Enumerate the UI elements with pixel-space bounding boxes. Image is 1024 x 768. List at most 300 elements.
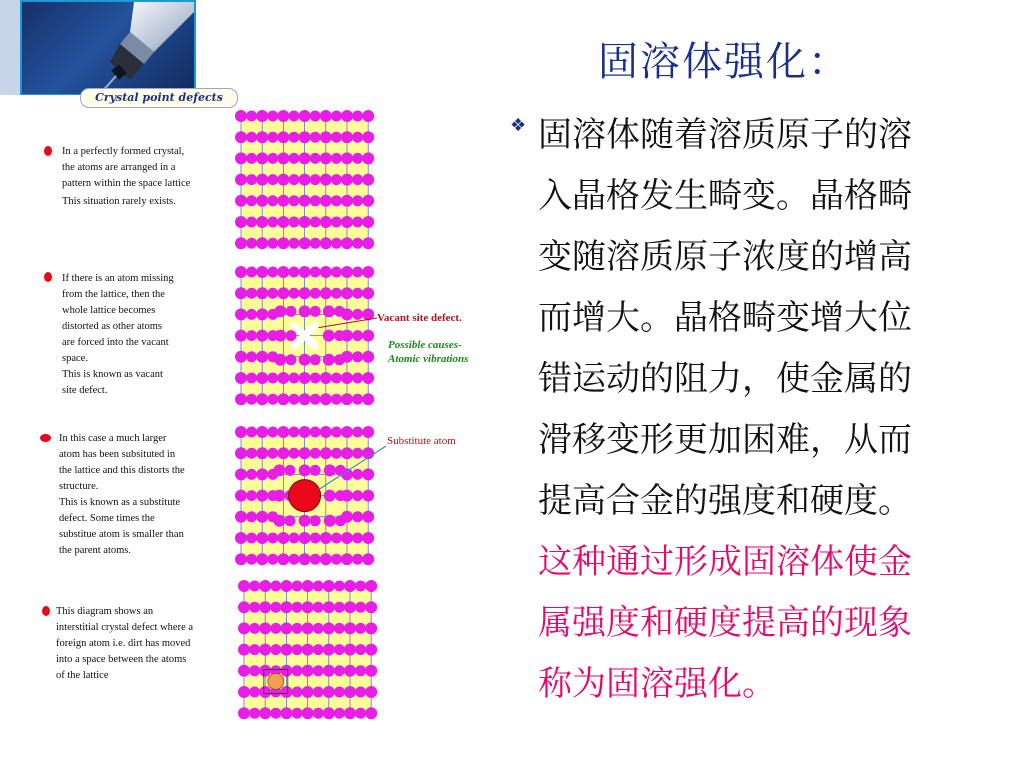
lattice-atom	[310, 373, 321, 384]
lattice-atom	[246, 195, 257, 206]
panel-4-line: into a space between the atoms	[56, 654, 187, 665]
panel-2-line: site defect.	[62, 385, 108, 396]
lattice-atom	[299, 393, 311, 405]
lattice-atom	[235, 308, 247, 320]
lattice-atom	[289, 267, 300, 278]
lattice-atom	[267, 132, 278, 143]
lattice-atom	[270, 644, 281, 655]
lattice-atom	[235, 110, 247, 122]
lattice-atom	[256, 511, 268, 523]
lattice-atom	[299, 532, 311, 544]
panel-1-line: the atoms are arranged in a	[62, 162, 176, 173]
panel-1-line: pattern within the space lattice	[62, 178, 191, 189]
lattice-atom	[341, 351, 353, 363]
lattice-atom	[362, 426, 374, 438]
lattice-atom	[324, 490, 336, 502]
lattice-atom	[277, 447, 289, 459]
lattice-atom	[289, 174, 300, 185]
lattice-atom	[302, 601, 314, 613]
lattice-atom	[299, 195, 311, 207]
lattice-atom	[235, 393, 247, 405]
lattice-atom	[341, 216, 353, 228]
lattice-atom	[299, 131, 311, 143]
lattice-atom	[256, 372, 268, 384]
lattice-atom	[259, 601, 271, 613]
lattice-atom	[320, 447, 332, 459]
lattice-atom	[280, 601, 292, 613]
lattice-atom	[286, 330, 297, 341]
lattice-atom	[246, 174, 257, 185]
lattice-atom	[299, 553, 311, 565]
lattice-atom	[238, 622, 250, 634]
lattice-atom	[362, 216, 374, 228]
lattice-background	[241, 272, 368, 399]
lattice-atom	[259, 622, 271, 634]
lattice-atom	[246, 309, 257, 320]
lattice-atom	[292, 708, 303, 719]
lattice-atom	[320, 174, 332, 186]
lattice-atom	[249, 665, 260, 676]
lattice-atom	[362, 330, 374, 342]
lattice-atom	[267, 330, 278, 341]
lattice-atom	[259, 707, 271, 719]
lattice-atom	[352, 132, 363, 143]
lattice-atom	[313, 623, 324, 634]
substitute-atom-label: Substitute atom	[387, 435, 456, 447]
lattice-atom	[246, 469, 257, 480]
lattice-atom	[313, 602, 324, 613]
lattice-atom	[335, 515, 346, 526]
vacancy-mark-icon	[295, 326, 315, 346]
vacancy-pointer-line	[319, 318, 377, 328]
lattice-atom	[352, 238, 363, 249]
panel-3-bullet-icon	[40, 434, 51, 442]
lattice-atom	[352, 533, 363, 544]
lattice-atom	[246, 554, 257, 565]
lattice-atom	[235, 447, 247, 459]
lattice-atom	[299, 426, 311, 438]
lattice-atom	[362, 131, 374, 143]
lattice-atom	[280, 622, 292, 634]
lattice-atom	[235, 553, 247, 565]
lattice-atom	[286, 306, 297, 317]
lattice-atom	[344, 686, 356, 698]
lattice-atom	[249, 602, 260, 613]
panel-2-line: distorted as other atoms	[62, 321, 163, 332]
lattice-atom	[246, 490, 257, 501]
lattice-atom	[235, 216, 247, 228]
lattice-atom	[256, 553, 268, 565]
lattice-atom	[277, 174, 289, 186]
lattice-atom	[341, 308, 353, 320]
lattice-atom	[352, 111, 363, 122]
lattice-atom	[362, 195, 374, 207]
lattice-atom	[310, 174, 321, 185]
lattice-atom	[267, 195, 278, 206]
lattice-atom	[292, 602, 303, 613]
lattice-atom	[334, 354, 345, 365]
lattice-atom	[270, 665, 281, 676]
lattice-atom	[334, 644, 345, 655]
lattice-atom	[235, 490, 247, 502]
lattice-atom	[267, 153, 278, 164]
lattice-atom	[341, 110, 353, 122]
lattice-atom	[302, 644, 314, 656]
panel-2-line: This is known as vacant	[62, 369, 163, 380]
lattice-atom	[344, 665, 356, 677]
lattice-atom	[352, 448, 363, 459]
lattice-atom	[331, 153, 342, 164]
lattice-atom	[352, 195, 363, 206]
lattice-atom	[352, 288, 363, 299]
highlight-line	[538, 532, 986, 593]
lattice-atom	[341, 174, 353, 186]
text-line: 错运动的阻力，使金属的	[538, 359, 912, 399]
lattice-atom	[323, 305, 335, 317]
lattice-atom	[246, 132, 257, 143]
lattice-atom	[362, 287, 374, 299]
lattice-background	[241, 432, 368, 559]
lattice-atom	[331, 238, 342, 249]
lattice-atom	[310, 267, 321, 278]
lattice-atom	[292, 581, 303, 592]
lattice-atom	[320, 426, 332, 438]
lattice-atom	[289, 238, 300, 249]
lattice-atom	[324, 464, 336, 476]
lattice-atom	[365, 580, 377, 592]
lattice-atom	[235, 426, 247, 438]
lattice-atom	[256, 216, 268, 228]
figure-caption: Crystal point defects	[80, 88, 238, 108]
lattice-atom	[277, 287, 289, 299]
cause-line: Possible causes-	[388, 339, 462, 351]
lattice-atom	[267, 309, 278, 320]
lattice-atom	[256, 152, 268, 164]
lattice-atom	[256, 330, 268, 342]
lattice-atom	[302, 622, 314, 634]
lattice-atom	[259, 580, 271, 592]
lattice-atom	[320, 553, 332, 565]
lattice-atom	[313, 581, 324, 592]
lattice-atom	[289, 111, 300, 122]
lattice-atom	[299, 266, 311, 278]
lattice-atom	[320, 237, 332, 249]
lattice-atom	[267, 288, 278, 299]
lattice-atom	[352, 427, 363, 438]
lattice-atom	[341, 152, 353, 164]
lattice-background	[244, 586, 371, 713]
lattice-atom	[249, 623, 260, 634]
lattice-atom	[235, 511, 247, 523]
lattice-atom	[292, 644, 303, 655]
panel-4-bullet-icon	[42, 606, 50, 616]
panel-3-line: structure.	[59, 481, 99, 492]
lattice-atom	[334, 665, 345, 676]
lattice-atom	[310, 533, 321, 544]
lattice-atom	[277, 152, 289, 164]
lattice-atom	[235, 468, 247, 480]
lattice-atom	[274, 330, 286, 342]
lattice-atom	[302, 686, 314, 698]
lattice-atom	[267, 448, 278, 459]
lattice-atom	[344, 707, 356, 719]
lattice-atom	[238, 644, 250, 656]
lattice-atom	[235, 131, 247, 143]
lattice-atom	[249, 644, 260, 655]
lattice-atom	[256, 490, 268, 502]
text-line: 固溶体随着溶质原子的溶	[538, 115, 912, 155]
lattice-atom	[323, 622, 335, 634]
lattice-atom	[299, 237, 311, 249]
lattice-atom	[292, 687, 303, 698]
panel-4-line: interstitial crystal defect where a	[56, 622, 194, 633]
lattice-atom	[267, 111, 278, 122]
lattice-atom	[246, 217, 257, 228]
lattice-atom	[320, 393, 332, 405]
syringe-photo	[22, 2, 194, 94]
lattice-atom	[310, 132, 321, 143]
lattice-atom	[235, 195, 247, 207]
lattice-atom	[323, 354, 335, 366]
lattice-atom	[256, 308, 268, 320]
lattice-atom	[335, 490, 346, 501]
lattice-atom	[235, 237, 247, 249]
panel-1-line: This situation rarely exists.	[62, 196, 176, 207]
lattice-atom	[277, 237, 289, 249]
lattice-atom	[310, 427, 321, 438]
panel-3-line: atom has been subsituted in	[59, 449, 176, 460]
panel-4-line: of the lattice	[56, 670, 109, 681]
panel-3-line: defect. Some times the	[59, 513, 155, 524]
lattice-atom	[320, 216, 332, 228]
lattice-atom	[341, 195, 353, 207]
lattice-atom	[273, 490, 285, 502]
syringe-icon	[22, 2, 194, 94]
lattice-atom	[341, 426, 353, 438]
lattice-atom	[313, 687, 324, 698]
lattice-atom	[362, 490, 374, 502]
lattice-atom	[256, 131, 268, 143]
lattice-atom	[238, 580, 250, 592]
lattice-atom	[289, 373, 300, 384]
panel-2-line: from the lattice, then the	[62, 289, 165, 300]
lattice-atom	[256, 195, 268, 207]
lattice-atom	[289, 217, 300, 228]
lattice-atom	[352, 554, 363, 565]
lattice-atom	[289, 132, 300, 143]
lattice-atom	[310, 288, 321, 299]
highlight-text: 属强度和硬度提高的现象	[538, 603, 912, 643]
lattice-atom	[270, 581, 281, 592]
page-title: 固溶体强化：	[598, 39, 850, 85]
lattice-atom	[334, 330, 345, 341]
lattice-atom	[365, 601, 377, 613]
lattice-atom	[246, 288, 257, 299]
lattice-atom	[365, 644, 377, 656]
lattice-atom	[299, 464, 311, 476]
lattice-atom	[289, 153, 300, 164]
lattice-atom	[270, 623, 281, 634]
lattice-atom	[362, 351, 374, 363]
lattice-atom	[365, 665, 377, 677]
lattice-atom	[267, 427, 278, 438]
lattice-atom	[238, 686, 250, 698]
lattice-atom	[334, 581, 345, 592]
lattice-atom	[277, 426, 289, 438]
interstitial-cell	[264, 669, 288, 693]
lattice-atom	[267, 469, 278, 480]
panel-2-description	[62, 271, 174, 399]
lattice-atom	[238, 707, 250, 719]
lattice-atom	[280, 665, 292, 677]
lattice-atom	[286, 354, 297, 365]
cause-line: Atomic vibrations	[388, 353, 469, 365]
lattice-atom	[365, 686, 377, 698]
lattice-atom	[259, 644, 271, 656]
lattice-atom	[299, 372, 311, 384]
lattice-atom	[249, 581, 260, 592]
substitute-pointer-line	[319, 446, 386, 490]
lattice-atom	[310, 465, 321, 476]
lattice-atom	[246, 238, 257, 249]
lattice-atom	[362, 553, 374, 565]
lattice-atom	[313, 644, 324, 655]
lattice-atom	[341, 447, 353, 459]
lattice-atom	[355, 687, 366, 698]
panel-2-bullet-icon	[44, 272, 52, 282]
lattice-atom	[289, 554, 300, 565]
lattice-atom	[341, 490, 353, 502]
lattice-atom	[246, 511, 257, 522]
lattice-atom	[341, 287, 353, 299]
lattice-atom	[310, 111, 321, 122]
lattice-atom	[249, 708, 260, 719]
panel-4-description	[56, 604, 193, 684]
lattice-atom	[331, 448, 342, 459]
lattice-atom	[341, 131, 353, 143]
lattice-atom	[331, 195, 342, 206]
diamond-bullet-icon: ❖	[510, 115, 527, 136]
lattice-atom	[267, 174, 278, 185]
lattice-atom	[289, 288, 300, 299]
lattice-atom	[299, 152, 311, 164]
lattice-atom	[323, 580, 335, 592]
lattice-atom	[334, 306, 345, 317]
lattice-atom	[324, 515, 336, 527]
lattice-atom	[277, 553, 289, 565]
lattice-atom	[256, 351, 268, 363]
panel-4-line: This diagram shows an	[56, 606, 154, 617]
lattice-atom	[323, 330, 335, 342]
lattice-atom	[267, 394, 278, 405]
lattice-atom	[310, 306, 321, 317]
lattice-atom	[362, 393, 374, 405]
lattice-atom	[352, 330, 363, 341]
lattice-atom	[331, 554, 342, 565]
lattice-atom	[331, 533, 342, 544]
substitute-atom	[289, 480, 321, 512]
lattice-atom	[267, 373, 278, 384]
highlight-line	[538, 654, 986, 715]
lattice-atom	[246, 111, 257, 122]
lattice-atom	[362, 174, 374, 186]
vacant-site-label: Vacant site defect.	[377, 312, 462, 324]
lattice-atom	[341, 237, 353, 249]
period-mark: 。	[742, 664, 776, 704]
panel-1-bullet-icon	[44, 146, 52, 156]
lattice-atom	[341, 532, 353, 544]
lattice-atom	[256, 426, 268, 438]
lattice-atom	[277, 266, 289, 278]
lattice-atom	[299, 305, 311, 317]
panel-4-line: foreign atom i.e. dirt has moved	[56, 638, 191, 649]
lattice-atom	[246, 427, 257, 438]
lattice-atom	[267, 533, 278, 544]
lattice-atom	[267, 490, 278, 501]
lattice-atom	[277, 195, 289, 207]
lattice-atom	[299, 354, 311, 366]
lattice-atom	[274, 305, 286, 317]
lattice-atom	[299, 287, 311, 299]
lattice-atom	[277, 131, 289, 143]
lattice-atom	[285, 515, 296, 526]
lattice-atom	[238, 601, 250, 613]
lattice-atom	[256, 468, 268, 480]
lattice-atom	[331, 132, 342, 143]
lattice-atom	[259, 665, 271, 677]
lattice-atom	[289, 533, 300, 544]
body-paragraph	[538, 105, 986, 715]
lattice-atom	[289, 448, 300, 459]
lattice-atom	[235, 287, 247, 299]
lattice-atom	[280, 644, 292, 656]
lattice-atom	[320, 266, 332, 278]
lattice-atom	[277, 110, 289, 122]
lattice-atom	[246, 448, 257, 459]
panel-3-line: This is known as a substitute	[59, 497, 181, 508]
lattice-atom	[341, 330, 353, 342]
panel-1-line: In a perfectly formed crystal,	[62, 146, 185, 157]
lattice-atom	[267, 351, 278, 362]
lattice-atom	[320, 372, 332, 384]
panel-3-line: substitue atom is smaller than	[59, 529, 184, 540]
lattice-atom	[352, 351, 363, 362]
lattice-atom	[355, 644, 366, 655]
lattice-atom	[267, 217, 278, 228]
lattice-atom	[292, 623, 303, 634]
lattice-atom	[299, 174, 311, 186]
lattice-atom	[334, 602, 345, 613]
lattice-atom	[277, 393, 289, 405]
lattice-atom	[289, 427, 300, 438]
lattice-atom	[320, 152, 332, 164]
lattice-atom	[341, 393, 353, 405]
lattice-atom	[352, 469, 363, 480]
lattice-atom	[362, 308, 374, 320]
lattice-atom	[334, 708, 345, 719]
lattice-atom	[280, 707, 292, 719]
lattice-atom	[352, 373, 363, 384]
panel-2-line: whole lattice becomes	[62, 305, 156, 316]
lattice-atom	[352, 217, 363, 228]
lattice-atom	[256, 532, 268, 544]
lattice-atom	[323, 686, 335, 698]
panel-3-description	[59, 431, 185, 559]
lattice-atom	[235, 152, 247, 164]
lattice-atom	[362, 468, 374, 480]
lattice-atom	[352, 490, 363, 501]
lattice-atom	[331, 288, 342, 299]
